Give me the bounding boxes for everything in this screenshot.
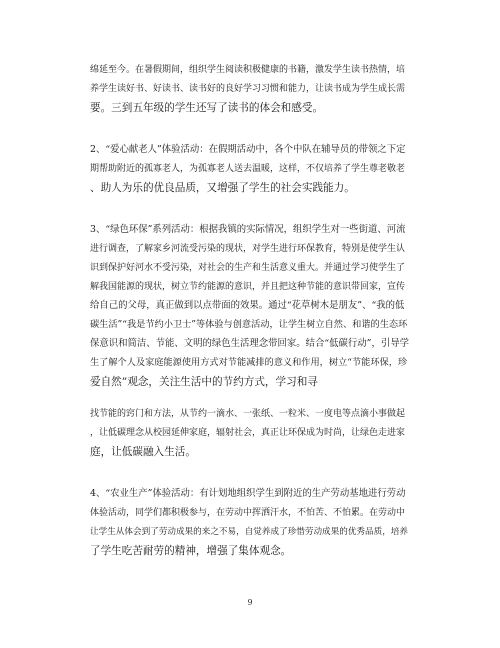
text-line: 识到保护好河水不受污染，对社会的生产和生活意义重大。并通过学习使学生了 xyxy=(90,263,406,273)
text-line: 爱自然”观念，关注生活中的节约方式，学习和寻 xyxy=(90,376,318,388)
text-line: 2、“爱心献老人”体验活动：在假期活动中，各个中队在辅导员的带领之下定 xyxy=(90,144,406,155)
text-line: 3、“绿色环保”系列活动：根据我镇的实际情况，组织学生对一些街道、河流 xyxy=(90,224,406,235)
text-line: 期帮助附近的孤寡老人，为孤寡老人送去温暖，这样，不仅培养了学生尊老敬老 xyxy=(90,164,406,174)
page-number: 9 xyxy=(247,598,253,607)
text-line: 要。三到五年级的学生还写了读书的体会和感受。 xyxy=(90,102,324,114)
text-line: ，让低碳理念从校园延伸家庭，辐射社会，真正让环保成为时尚，让绿色走进家 xyxy=(90,428,406,438)
text-line: 进行调查，了解家乡河流受污染的现状，对学生进行环保教育，特别是使学生认 xyxy=(90,244,406,254)
text-line: 了学生吃苦耐劳的精神，增强了集体观念。 xyxy=(90,545,292,557)
text-line: 生了解个人及家庭能源使用方式对节能减排的意义和作用，树立“节能环保，珍 xyxy=(90,357,408,368)
text-line: 让学生从体会到了劳动成果的来之不易，自觉养成了珍惜劳动成果的优秀品质，培养 xyxy=(90,527,408,537)
text-line: 碳生活”“我是节约小卫士”等体验与创意活动，让学生树立自然、和谐的生态环 xyxy=(90,319,408,330)
text-line: 解我国能源的现状，树立节约能源的意识，并且把这种节能的意识带回家，宣传 xyxy=(90,282,406,292)
text-line: 4、“农业生产”体验活动：有计划地组织学生到附近的生产劳动基地进行劳动 xyxy=(90,488,406,499)
text-line: 绵延至今。在暑假期间，组织学生阅读积极健康的书籍，激发学生读书热情，培 xyxy=(90,65,406,75)
text-line: 养学生读好书、好读书、读书好的良好学习习惯和能力，让读书成为学生成长需 xyxy=(90,84,406,94)
text-line: 给自己的父母，真正做到以点带面的效果。通过“花草树木是朋友”、“我的低 xyxy=(90,300,405,311)
text-line: 体验活动，同学们都积极参与，在劳动中挥洒汗水，不怕苦、不怕累。在劳动中 xyxy=(90,508,406,518)
text-line: 庭，让低碳融入生活。 xyxy=(90,446,196,458)
text-line: 、助人为乐的优良品质，又增强了学生的社会实践能力。 xyxy=(90,182,355,194)
text-line: 保意识和简洁、节能、文明的绿色生活理念带回家。结合“低碳行动”，引导学 xyxy=(90,338,409,349)
text-line: 找节能的窍门和方法，从节约一滴水、一张纸、一粒米、一度电等点滴小事做起 xyxy=(90,409,406,419)
